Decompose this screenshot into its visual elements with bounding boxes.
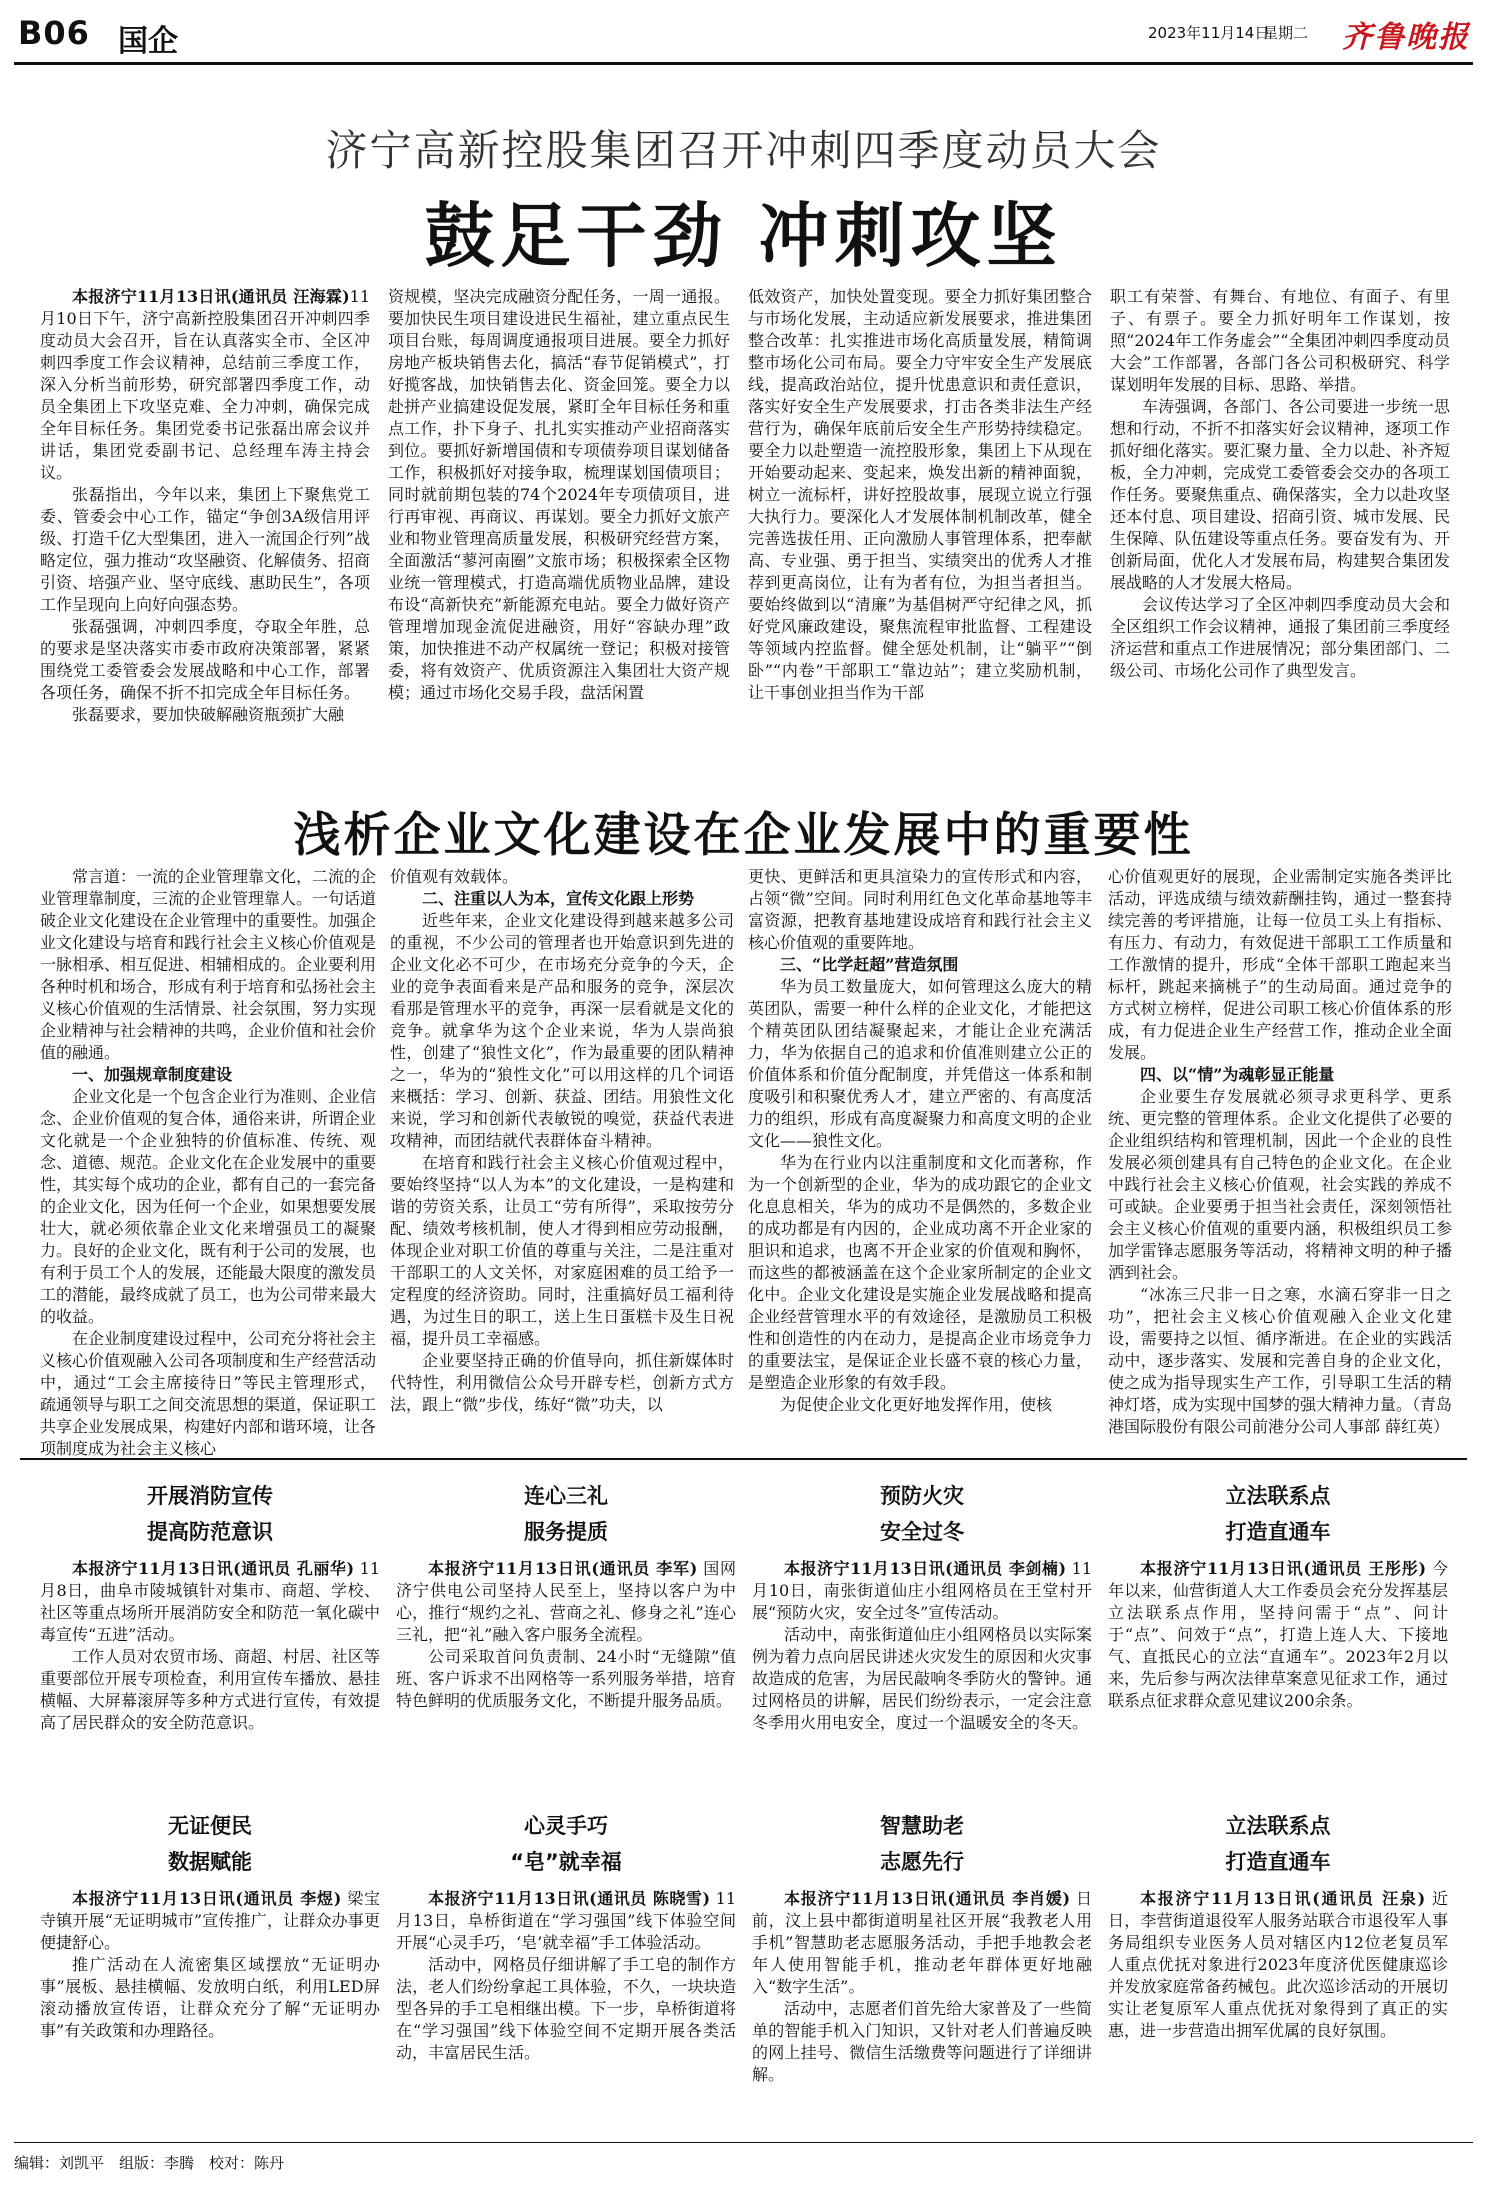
brief-body xyxy=(752,1888,1092,2086)
paragraph: 车涛强调，各部门、各公司要进一步统一思想和行动，不折不扣落实好会议精神，逐项工作抓好细化落实。要汇聚力量、全力以赴、补齐短板，全力冲刺，完成党工委管委会交办的各项工作任务。要聚焦重点、确保落实，全力以赴攻坚还本付息、项目建设、招商引资、城市发展、民生保障、队伍建设等重点任务。要奋发有为、开创新局面，优化人才发展布局，构建契合集团发展战略的人才发展大格局。 xyxy=(1110,397,1450,592)
brief-headline xyxy=(40,1808,380,1880)
brief-headline-line: 志愿先行 xyxy=(880,1850,964,1874)
brief-headline-line: 立法联系点 xyxy=(1225,1814,1331,1838)
brief-body xyxy=(40,1888,380,2042)
brief-text: 公司采取首问负责制、24小时“无缝隙”值班、客户诉求不出网格等一系列服务举措，培育特色鲜明的优质服务文化，不断提升服务品质。 xyxy=(396,1647,736,1710)
paragraph: 职工有荣誉、有舞台、有地位、有面子、有里子、有票子。要全力抓好明年工作谋划，按照“2024年工作务虚会”“全集团冲刺四季度动员大会”工作部署，各部门各公司积极研究、科学谋划明年发展的目标、思路、举措。 xyxy=(1110,287,1450,394)
paragraph: 张磊要求，要加快破解融资瓶颈扩大融 xyxy=(72,705,345,724)
brief-paragraph xyxy=(396,1954,736,2064)
brief-body xyxy=(1108,1558,1448,1712)
brief-text: 活动中，网格员仔细讲解了手工皂的制作方法，老人们纷纷拿起工具体验，不久，一块块造型各异的手工皂相继出模。下一步，阜桥街道将在“学习强国”线下体验空间不定期开展各类活动，丰富居民生活。 xyxy=(396,1955,736,2062)
brief-headline xyxy=(396,1478,736,1550)
newspaper-logo: 齐鲁晚报 xyxy=(1342,20,1470,55)
lead-title: 鼓足干劲 冲刺攻坚 xyxy=(424,194,1063,277)
section-heading: 一、加强规章制度建设 xyxy=(72,1065,233,1084)
paragraph: 在企业制度建设过程中，公司充分将社会主义核心价值观融入公司各项制度和生产经营活动中，通过“工会主席接待日”等民主管理形式，疏通领导与职工之间交流思想的渠道，保证职工共享企业发展成果，构建好内部和谐环境，让各项制度成为社会主义核心 xyxy=(40,1329,377,1458)
paragraph: 价值观有效载体。 xyxy=(390,867,519,886)
brief-text: 日前，汶上县中都街道明星社区开展“我教老人用手机”智慧助老志愿服务活动，手把手地教会老年人使用智能手机，推动老年群体更好地融入“数字生活”。 xyxy=(752,1889,1092,1996)
brief-headline xyxy=(752,1478,1092,1550)
paragraph: 华为员工数量庞大，如何管理这么庞大的精英团队，需要一种什么样的企业文化，才能把这个精英团队团结凝聚起来，才能让企业充满活力，华为依据自己的追求和价值准则建立公正的价值体系和价值分配制度，并凭借这一体系和制度吸引和积聚优秀人才，建立严密的、有高度活力的组织，形成有高度凝聚力和高度文明的企业文化——狼性文化。 xyxy=(748,977,1092,1150)
brief-item xyxy=(40,1478,380,1796)
brief-paragraph xyxy=(40,1646,380,1734)
paragraph: 会议传达学习了全区冲刺四季度动员大会和全区组织工作会议精神，通报了集团前三季度经济运营和重点工作进展情况；部分集团部门、二级公司、市场化公司作了典型发言。 xyxy=(1110,595,1450,680)
paragraph-text: 11月10日下午，济宁高新控股集团召开冲刺四季度动员大会召开，旨在认真落实全市、全区冲刺四季度工作会议精神，总结前三季度工作，深入分析当前形势，研究部署四季度工作，动员全集团上下攻坚克难、全力冲刺，确保完成全年目标任务。集团党委书记张磊出席会议并讲话，集团党委副书记、总经理车涛主持会议。 xyxy=(40,287,370,482)
brief-headline xyxy=(1108,1478,1448,1550)
brief-paragraph xyxy=(752,1888,1092,1998)
brief-headline xyxy=(752,1808,1092,1880)
brief-paragraph xyxy=(396,1558,736,1646)
brief-paragraph xyxy=(1108,1558,1448,1712)
brief-byline: 本报济宁11月13日讯(通讯员 李煜) xyxy=(72,1889,342,1908)
brief-byline: 本报济宁11月13日讯(通讯员 孔丽华) xyxy=(72,1559,355,1578)
paragraph: 企业要坚持正确的价值导向，抓住新媒体时代特性，利用微信公众号开辟专栏，创新方式方法，跟上“微”步伐，练好“微”功夫，以 xyxy=(390,1351,734,1414)
lead-column-1 xyxy=(40,286,370,782)
lead-subtitle: 济宁高新控股集团召开冲刺四季度动员大会 xyxy=(325,126,1162,175)
brief-item xyxy=(1108,1478,1448,1796)
brief-headline-line: 打造直通车 xyxy=(1225,1850,1331,1874)
culture-column-1 xyxy=(40,866,377,1458)
brief-paragraph xyxy=(40,1954,380,2042)
lead-byline: 本报济宁11月13日讯(通讯员 汪海霖) xyxy=(72,287,350,306)
brief-text: 11月8日，曲阜市陵城镇针对集市、商超、学校、社区等重点场所开展消防安全和防范一氧化碳中毒宣传“五进”活动。 xyxy=(40,1559,380,1644)
brief-item xyxy=(1108,1808,1448,2134)
brief-paragraph xyxy=(40,1558,380,1646)
brief-headline-line: 智慧助老 xyxy=(880,1814,964,1838)
brief-headline-line: 无证便民 xyxy=(168,1814,252,1838)
brief-byline: 本报济宁11月13日讯(通讯员 陈晓雪) xyxy=(428,1889,711,1908)
brief-text: 梁宝寺镇开展“无证明城市”宣传推广，让群众办事更便捷舒心。 xyxy=(40,1889,380,1952)
lead-column-2 xyxy=(388,286,730,782)
section-heading: 三、“比学赶超”营造氛围 xyxy=(780,955,959,974)
brief-text: 国网济宁供电公司坚持人民至上，坚持以客户为中心，推行“规约之礼、营商之礼、修身之礼”连心三礼，把“礼”融入客户服务全流程。 xyxy=(396,1559,736,1644)
paragraph: 心价值观更好的展现，企业需制定实施各类评比活动，评选成绩与绩效薪酬挂钩，通过一整套持续完善的考评措施，让每一位员工头上有指标、有压力、有动力，有效促进干部职工工作质量和工作激情的提升，形成“全体干部职工跑起来当标杆，跳起来摘桃子”的生动局面。通过竞争的方式树立榜样，促进公司职工核心价值体系的形成，有力促进企业生产经营工作，推动企业全面发展。 xyxy=(1108,867,1452,1062)
brief-text: 近日，李营街道退役军人服务站联合市退役军人事务局组织专业医务人员对辖区内12位老复员军人重点优抚对象进行2023年度济优医健康巡诊并发放家庭常备药械包。此次巡诊活动的开展切实让老复原军人重点优抚对象得到了真正的实惠，进一步营造出拥军优属的良好氛围。 xyxy=(1108,1889,1448,2040)
brief-headline-line: “皂”就幸福 xyxy=(510,1850,622,1874)
brief-byline: 本报济宁11月13日讯(通讯员 李军) xyxy=(428,1559,698,1578)
brief-item xyxy=(752,1808,1092,2134)
brief-body xyxy=(1108,1888,1448,2042)
paragraph: 更快、更鲜活和更具渲染力的宣传形式和内容，占领“微”空间。同时利用红色文化革命基地等丰富资源，把教育基地建设成培育和践行社会主义核心价值观的重要阵地。 xyxy=(748,867,1092,952)
brief-item xyxy=(752,1478,1092,1796)
page-header xyxy=(0,0,1487,62)
brief-body xyxy=(396,1888,736,2064)
brief-byline: 本报济宁11月13日讯(通讯员 王彤彤) xyxy=(1140,1559,1427,1578)
page-footer: 编辑：刘凯平 组版：李腾 校对：陈丹 xyxy=(14,2154,285,2172)
brief-headline xyxy=(1108,1808,1448,1880)
section-heading: 二、注重以人为本，宣传文化跟上形势 xyxy=(422,889,695,908)
paragraph: 常言道：一流的企业管理靠文化，二流的企业管理靠制度，三流的企业管理靠人。一句话道破企业文化建设在企业管理中的重要性。加强企业文化建设与培育和践行社会主义核心价值观是一脉相承、相互促进、相辅相成的。企业要利用各种时机和场合，形成有利于培育和弘扬社会主义核心价值观的生活情景、社会氛围，努力实现企业精神与社会精神的共鸣，企业价值和社会价值的融通。 xyxy=(40,867,377,1062)
brief-text: 11月13日，阜桥街道在“学习强国”线下体验空间开展“心灵手巧，‘皂’就幸福”手工体验活动。 xyxy=(396,1889,736,1952)
issue-date: 2023年11月14日 xyxy=(1148,24,1270,42)
header-rule xyxy=(14,62,1473,65)
brief-headline-line: 服务提质 xyxy=(524,1520,608,1544)
culture-column-3 xyxy=(748,866,1092,1446)
culture-title: 浅析企业文化建设在企业发展中的重要性 xyxy=(293,808,1194,863)
brief-headline-line: 数据赋能 xyxy=(168,1850,252,1874)
paragraph: “冰冻三尺非一日之寒，水滴石穿非一日之功”，把社会主义核心价值观融入企业文化建设，需要持之以恒、循序渐进。在企业的实践活动中，逐步落实、发展和完善自身的企业文化，使之成为指导现实生产工作，引导职工生活的精神灯塔，成为实现中国梦的强大精神力量。（青岛港国际股份有限公司前港分公司人事部 薛红英） xyxy=(1108,1285,1453,1436)
brief-headline-line: 提高防范意识 xyxy=(147,1520,273,1544)
brief-headline xyxy=(396,1808,736,1880)
lead-column-4 xyxy=(1110,286,1450,782)
brief-paragraph xyxy=(752,1624,1092,1734)
brief-headline-line: 连心三礼 xyxy=(524,1484,608,1508)
brief-text: 活动中，志愿者们首先给大家普及了一些简单的智能手机入门知识，又针对老人们普遍反映的网上挂号、微信生活缴费等问题进行了详细讲解。 xyxy=(752,1999,1092,2084)
paragraph: 企业文化是一个包含企业行为准则、企业信念、企业价值观的复合体，通俗来讲，所谓企业文化就是一个企业独特的价值标准、传统、观念、道德、规范。企业文化在企业发展中的重要性，其实每个成功的企业，都有自己的一套完备的企业文化，因为任何一个企业，如果想要发展壮大，就必须依靠企业文化来增强员工的凝聚力。良好的企业文化，既有利于公司的发展，也有利于员工个人的发展，还能最大限度的激发员工的潜能，最终成就了员工，也为公司带来最大的收益。 xyxy=(40,1087,377,1326)
brief-text: 工作人员对农贸市场、商超、村居、社区等重要部位开展专项检查，利用宣传车播放、悬挂横幅、大屏幕滚屏等多种方式进行宣传，有效提高了居民群众的安全防范意识。 xyxy=(40,1647,380,1732)
brief-paragraph xyxy=(396,1646,736,1712)
lead-column-3 xyxy=(748,286,1092,782)
brief-headline-line: 安全过冬 xyxy=(880,1520,964,1544)
brief-byline: 本报济宁11月13日讯(通讯员 李剑楠) xyxy=(784,1559,1067,1578)
brief-headline-line: 开展消防宣传 xyxy=(147,1484,273,1508)
culture-column-2 xyxy=(390,866,734,1446)
paragraph: 张磊指出，今年以来，集团上下聚焦党工委、管委会中心工作，锚定“争创3A级信用评级、打造千亿大型集团，进入一流国企行列”战略定位，强力推动“攻坚融资、化解债务、招商引资、培强产业、坚守底线、惠助民生”，各项工作呈现向上向好向强态势。 xyxy=(40,485,370,614)
brief-item xyxy=(396,1808,736,2134)
brief-item xyxy=(40,1808,380,2134)
section-name: 国企 xyxy=(118,24,178,59)
paragraph: 华为在行业内以注重制度和文化而著称，作为一个创新型的企业，华为的成功跟它的企业文化息息相关，华为的成功不是偶然的，多数企业的成功都是有内因的，企业成功离不开企业家的胆识和追求，也离不开企业家的价值观和胸怀，而这些的都被涵盖在这个企业家所制定的企业文化中。企业文化建设是实施企业发展战略和提高企业经营管理水平的有效途径，是激励员工积极性和创造性的内在动力，是提高企业市场竞争力的重要法宝，是保证企业长盛不衰的核心力量，是塑造企业形象的有效手段。 xyxy=(748,1153,1092,1392)
brief-paragraph xyxy=(396,1888,736,1954)
brief-headline-line: 预防火灾 xyxy=(880,1484,964,1508)
brief-body xyxy=(396,1558,736,1712)
brief-headline-line: 心灵手巧 xyxy=(524,1814,608,1838)
brief-byline: 本报济宁11月13日讯(通讯员 汪泉) xyxy=(1140,1889,1426,1908)
brief-body xyxy=(752,1558,1092,1734)
paragraph: 在培育和践行社会主义核心价值观过程中，要始终坚持“以人为本”的文化建设，一是构建和谐的劳资关系，让员工“劳有所得”，采取按劳分配、绩效考核机制，使人才得到相应劳动报酬，体现企业对职工价值的尊重与关注，二是注重对干部职工的人文关怀，对家庭困难的员工给予一定程度的经济资助。同时，注重搞好员工福利待遇，为过生日的职工，送上生日蛋糕卡及生日祝福，提升员工幸福感。 xyxy=(390,1153,734,1348)
footer-rule xyxy=(14,2142,1473,2143)
brief-headline-line: 立法联系点 xyxy=(1225,1484,1331,1508)
brief-paragraph xyxy=(1108,1888,1448,2042)
paragraph: 低效资产，加快处置变现。要全力抓好集团整合与市场化发展，主动适应新发展要求，推进集团整合改革：扎实推进市场化高质量发展，精简调整市场化公司布局。要全力守牢安全生产发展底线，提高政治站位，提升忧患意识和责任意识，落实好安全生产发展要求，打击各类非法生产经营行为，确保年底前后安全生产形势持续稳定。要全力以赴塑造一流控股形象，集团上下从现在开始要动起来、变起来，焕发出新的精神面貌，树立一流标杆，讲好控股故事，展现立说立行强大执行力。要深化人才发展体制机制改革，健全完善选拔任用、正向激励人事管理体系，把奉献高、专业强、勇于担当、实绩突出的优秀人才推荐到更高岗位，让有为者有位，为担当者担当。要始终做到以“清廉”为基倡树严守纪律之风，抓好党风廉政建设，聚焦流程审批监督、工程建设等领域内控监督。健全惩处机制，让“躺平”“倒卧”“内卷”干部职工“靠边站”；建立奖励机制，让干事创业担当作为干部 xyxy=(748,287,1092,702)
brief-paragraph xyxy=(752,1558,1092,1624)
paragraph: 近些年来，企业文化建设得到越来越多公司的重视，不少公司的管理者也开始意识到先进的企业文化必不可少，在市场充分竞争的今天，企业的竞争表面看来是产品和服务的竞争，深层次看那是管理水平的竞争，再深一层看就是文化的竞争。就拿华为这个企业来说，华为人崇尚狼性，创建了“狼性文化”，作为最重要的团队精神之一，华为的“狼性文化”可以用这样的几个词语来概括：学习、创新、获益、团结。用狼性文化来说，学习和创新代表敏锐的嗅觉，获益代表进攻精神，而团结就代表群体奋斗精神。 xyxy=(390,911,734,1150)
brief-item xyxy=(396,1478,736,1796)
page-number: B06 xyxy=(18,14,90,52)
brief-paragraph xyxy=(40,1888,380,1954)
brief-body xyxy=(40,1558,380,1734)
brief-headline-line: 打造直通车 xyxy=(1225,1520,1331,1544)
brief-text: 活动中，南张街道仙庄小组网格员以实际案例为着力点向居民讲述火灾发生的原因和火灾事故造成的危害，为居民敲响冬季防火的警钟。通过网格员的讲解，居民们纷纷表示，一定会注意冬季用火用电安全，度过一个温暖安全的冬天。 xyxy=(752,1625,1092,1732)
paragraph: 为促使企业文化更好地发挥作用，使核 xyxy=(780,1395,1053,1414)
culture-column-4 xyxy=(1108,866,1452,1446)
brief-headline xyxy=(40,1478,380,1550)
issue-weekday: 星期二 xyxy=(1263,24,1309,42)
paragraph: 张磊强调，冲刺四季度，夺取全年胜，总的要求是坚决落实市委市政府决策部署，紧紧围绕党工委管委会发展战略和中心工作，部署各项任务，确保不折不扣完成全年目标任务。 xyxy=(40,617,370,702)
brief-text: 11月10日，南张街道仙庄小组网格员在王堂村开展“预防火灾，安全过冬”宣传活动。 xyxy=(752,1559,1092,1622)
brief-text: 今年以来，仙营街道人大工作委员会充分发挥基层立法联系点作用，坚持问需于“点”、问计于“点”、问效于“点”，打造上连人大、下接地气、直抵民心的立法“直通车”。2023年2月以来，先后参与两次法律草案意见征求工作，通过联系点征求群众意见建议200余条。 xyxy=(1108,1559,1448,1710)
brief-paragraph xyxy=(752,1998,1092,2086)
paragraph: 资规模，坚决完成融资分配任务，一周一通报。要加快民生项目建设进民生福祉，建立重点民生项目台账，每周调度通报项目进展。要全力抓好房地产板块销售去化，搞活“春节促销模式”，打好揽客战，加快销售去化、资金回笼。要全力以赴拼产业搞建设促发展，紧盯全年目标任务和重点工作，扑下身子、扎扎实实推动产业招商落实到位。要抓好新增国债和专项债券项目谋划储备工作，积极抓好对接争取，梳理谋划国债项目；同时就前期包装的74个2024年专项债项目，进行再审视、再商议、再谋划。要全力抓好文旅产业和物业管理高质量发展，积极研究经营方案，全面激活“蓼河南圈”文旅市场；积极探索全区物业统一管理模式，打造高端优质物业品牌，建设布设“高新快充”新能源充电站。要全力做好资产管理增加现金流促进融资，用好“容缺办理”政策，加快推进不动产权属统一登记；积极对接管委，将有效资产、优质资源注入集团壮大资产规模；通过市场化交易手段，盘活闲置 xyxy=(388,287,730,702)
paragraph: 企业要生存发展就必须寻求更科学、更系统、更完整的管理体系。企业文化提供了必要的企业组织结构和管理机制，因此一个企业的良性发展必须创建具有自己特色的企业文化。在企业中践行社会主义核心价值观，社会实践的养成不可或缺。企业要勇于担当社会责任，深刻领悟社会主义核心价值观的重要内涵，积极组织员工参加学雷锋志愿服务等活动，将精神文明的种子播洒到社会。 xyxy=(1108,1087,1452,1282)
section-divider xyxy=(20,1458,1467,1460)
section-heading: 四、以“情”为魂彰显正能量 xyxy=(1140,1065,1335,1084)
brief-text: 推广活动在人流密集区域摆放“无证明办事”展板、悬挂横幅、发放明白纸，利用LED屏滚动播放宣传语，让群众充分了解“无证明办事”有关政策和办理路径。 xyxy=(40,1955,380,2040)
brief-byline: 本报济宁11月13日讯(通讯员 李肖媛) xyxy=(784,1889,1071,1908)
